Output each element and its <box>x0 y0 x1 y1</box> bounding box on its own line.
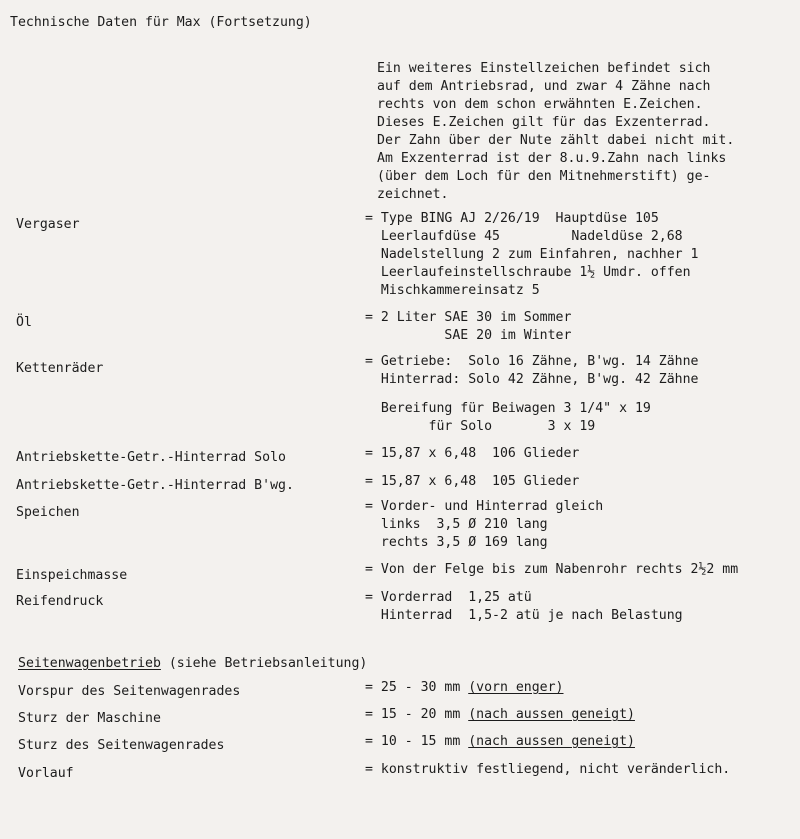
sidecar-heading: Seitenwagenbetrieb <box>18 656 161 671</box>
row-value-line: Bereifung für Beiwagen 3 1/4" x 19 <box>365 401 651 416</box>
row-value-line: = Type BING AJ 2/26/19 Hauptdüse 105 <box>365 211 659 226</box>
row-value-line: links 3,5 Ø 210 lang <box>365 517 548 532</box>
sidecar-row-label: Sturz des Seitenwagenrades <box>18 738 225 753</box>
row-value-line: = 15,87 x 6,48 106 Glieder <box>365 446 580 461</box>
intro-line: (über dem Loch für den Mitnehmerstift) ge- <box>377 169 711 184</box>
row-label-kettenraeder: Kettenräder <box>16 361 104 376</box>
row-value-line: Hinterrad: Solo 42 Zähne, B'wg. 42 Zähne <box>365 372 699 387</box>
row-value-line: = Getriebe: Solo 16 Zähne, B'wg. 14 Zähne <box>365 354 699 369</box>
row-value-line: für Solo 3 x 19 <box>365 419 596 434</box>
intro-line: auf dem Antriebsrad, und zwar 4 Zähne nach <box>377 79 711 94</box>
row-label-antriebskette-bwg: Antriebskette-Getr.-Hinterrad B'wg. <box>16 478 294 493</box>
row-label-oel: Öl <box>16 315 32 330</box>
row-value-line: Hinterrad 1,5-2 atü je nach Belastung <box>365 608 683 623</box>
sidecar-note: (nach aussen geneigt) <box>468 734 635 749</box>
row-value-line: = 2 Liter SAE 30 im Sommer <box>365 310 572 325</box>
intro-line: rechts von dem schon erwähnten E.Zeichen. <box>377 97 703 112</box>
intro-line: Am Exzenterrad ist der 8.u.9.Zahn nach links <box>377 151 727 166</box>
sidecar-value: = 10 - 15 mm <box>365 734 469 749</box>
sidecar-value: = konstruktiv festliegend, nicht veränderlich. <box>365 762 731 777</box>
sidecar-value: = 25 - 30 mm <box>365 680 469 695</box>
row-value-line: = Vorderrad 1,25 atü <box>365 590 532 605</box>
row-value-line: rechts 3,5 Ø 169 lang <box>365 535 548 550</box>
sidecar-heading-line <box>18 655 367 673</box>
row-label-einspeichmasse: Einspeichmasse <box>16 568 128 583</box>
sidecar-row-label: Sturz der Maschine <box>18 711 161 726</box>
sidecar-row-label: Vorspur des Seitenwagenrades <box>18 684 241 699</box>
row-value-line: SAE 20 im Winter <box>365 328 572 343</box>
row-label-antriebskette-solo: Antriebskette-Getr.-Hinterrad Solo <box>16 450 286 465</box>
sidecar-note: (vorn enger) <box>468 680 564 695</box>
row-label-reifendruck: Reifendruck <box>16 594 104 609</box>
sidecar-row-value <box>365 761 730 779</box>
sidecar-row-label: Vorlauf <box>18 766 74 781</box>
sidecar-value: = 15 - 20 mm <box>365 707 469 722</box>
row-value-line: = Von der Felge bis zum Nabenrohr rechts 2½2 mm <box>365 562 739 577</box>
sidecar-note: (nach aussen geneigt) <box>468 707 635 722</box>
sidecar-row-value <box>365 679 564 697</box>
row-value-line: = 15,87 x 6,48 105 Glieder <box>365 474 580 489</box>
sidecar-row-value <box>365 733 635 751</box>
sidecar-row-value <box>365 706 635 724</box>
document-title: Technische Daten für Max (Fortsetzung) <box>10 15 312 30</box>
row-value-line: Mischkammereinsatz 5 <box>365 283 540 298</box>
row-value-line: Leerlaufeinstellschraube 1½ Umdr. offen <box>365 265 691 280</box>
row-label-vergaser: Vergaser <box>16 217 80 232</box>
row-value-line: Leerlaufdüse 45 Nadeldüse 2,68 <box>365 229 683 244</box>
row-value-line: = Vorder- und Hinterrad gleich <box>365 499 604 514</box>
intro-line: zeichnet. <box>377 187 449 202</box>
sidecar-heading-note: (siehe Betriebsanleitung) <box>160 656 368 671</box>
intro-line: Dieses E.Zeichen gilt für das Exzenterrad. <box>377 115 711 130</box>
intro-line: Der Zahn über der Nute zählt dabei nicht mit. <box>377 133 735 148</box>
intro-line: Ein weiteres Einstellzeichen befindet sich <box>377 61 711 76</box>
row-label-speichen: Speichen <box>16 505 80 520</box>
row-value-line: Nadelstellung 2 zum Einfahren, nachher 1 <box>365 247 699 262</box>
